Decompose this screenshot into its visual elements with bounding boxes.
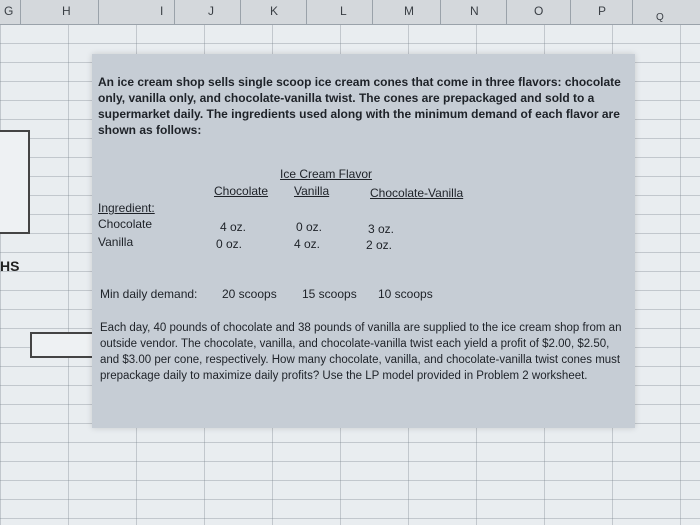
row-chocolate-van: 0 oz. bbox=[296, 220, 323, 234]
column-header-l[interactable]: L bbox=[340, 4, 347, 18]
rhs-label: HS bbox=[0, 258, 20, 274]
column-header-o[interactable]: O bbox=[534, 4, 544, 18]
row-vanilla-van: 4 oz. bbox=[294, 237, 321, 251]
row-chocolate-name: Chocolate bbox=[98, 217, 153, 231]
bordered-cell[interactable] bbox=[30, 332, 94, 358]
row-chocolate-twist: 3 oz. bbox=[368, 222, 395, 236]
demand-vanilla: 15 scoops bbox=[302, 287, 357, 301]
header-chocolate: Chocolate bbox=[214, 184, 269, 198]
row-vanilla-twist: 2 oz. bbox=[366, 238, 393, 252]
column-header-j[interactable]: J bbox=[208, 4, 214, 18]
column-header-k[interactable]: K bbox=[270, 4, 279, 18]
header-chocolate-vanilla: Chocolate-Vanilla bbox=[370, 186, 464, 200]
problem-question: Each day, 40 pounds of chocolate and 38 pounds of vanilla are supplied to the ice cream shop from an outside vendor. The chocolate, vanilla, and chocolate-vanilla twist each yield a profit of $2.00, $2.50, and $3.00 per cone, respectively. How many chocolate, vanilla, and chocolate-vanilla twist cones must prepackage daily to maximize daily profits? Use the LP model provided in Problem 2 worksheet. bbox=[100, 322, 622, 382]
column-header-g[interactable]: G bbox=[4, 4, 14, 18]
header-vanilla: Vanilla bbox=[294, 184, 330, 198]
demand-chocolate: 20 scoops bbox=[222, 287, 277, 301]
row-vanilla-name: Vanilla bbox=[98, 235, 134, 249]
row-chocolate-choc: 4 oz. bbox=[220, 220, 247, 234]
demand-label: Min daily demand: bbox=[100, 287, 198, 301]
bordered-cell-range[interactable] bbox=[0, 130, 30, 234]
demand-twist: 10 scoops bbox=[378, 287, 433, 301]
table-title: Ice Cream Flavor bbox=[280, 167, 373, 181]
column-header-i[interactable]: I bbox=[160, 4, 164, 18]
column-header-bar bbox=[0, 0, 700, 25]
column-header-q[interactable]: Q bbox=[656, 12, 664, 23]
column-header-m[interactable]: M bbox=[404, 4, 414, 18]
ingredient-label: Ingredient: bbox=[98, 201, 155, 215]
column-header-n[interactable]: N bbox=[470, 4, 479, 18]
problem-text-box[interactable] bbox=[92, 54, 635, 428]
column-header-p[interactable]: P bbox=[598, 4, 607, 18]
row-vanilla-choc: 0 oz. bbox=[216, 237, 243, 251]
column-header-h[interactable]: H bbox=[62, 4, 71, 18]
problem-intro: An ice cream shop sells single scoop ice cream cones that come in three flavors: chocolate only, vanilla only, and chocolate-vanilla twist. The cones are prepackaged and sold to a supermarket daily. The ingredients used along with the minimum demand of each flavor are shown as follows: bbox=[98, 75, 621, 137]
